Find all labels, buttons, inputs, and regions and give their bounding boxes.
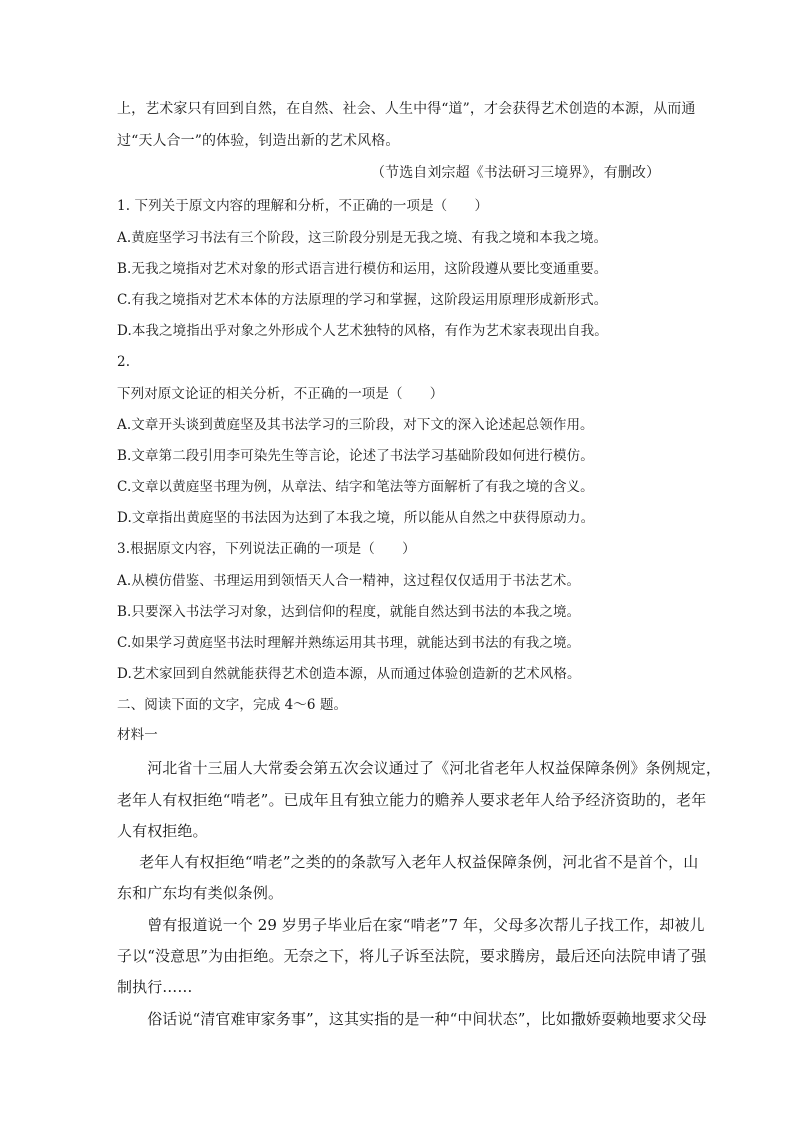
option-a: A.黄庭坚学习书法有三个阶段，这三阶段分别是无我之境、有我之境和本我之境。 [117, 230, 608, 246]
option-d: D.文章指出黄庭坚的书法因为达到了本我之境，所以能从自然之中获得原动力。 [117, 510, 595, 526]
option-a: A.文章开头谈到黄庭坚及其书法学习的三阶段，对下文的深入论述起总领作用。 [117, 417, 594, 433]
option-b: B.无我之境指对艺术对象的形式语言进行模仿和运用，这阶段遵从要比变通重要。 [117, 261, 608, 277]
text-line: 上，艺术家只有回到自然，在自然、社会、人生中得“道”，才会获得艺术创造的本源，从而通 [117, 101, 696, 117]
material-label: 材料一 [117, 727, 158, 743]
paragraph-line: 东和广东均有类似条例。 [117, 884, 284, 902]
question-stem: 1. 下列关于原文内容的理解和分析，不正确的一项是（ ） [117, 198, 489, 214]
question-number: 2. [117, 354, 131, 370]
question-stem: 下列对原文论证的相关分析，不正确的一项是（ ） [117, 386, 444, 402]
source-citation: （节选自刘宗超《书法研习三境界》，有删改） [371, 165, 661, 181]
paragraph-line: 俗话说“清官难审家务事”，这其实指的是一种“中间状态”，比如撒娇耍赖地要求父母 [117, 1010, 707, 1028]
question-stem: 3.根据原文内容，下列说法正确的一项是（ ） [117, 541, 416, 557]
option-b: B.文章第二段引用李可染先生等言论，论述了书法学习基础阶段如何进行模仿。 [117, 448, 594, 464]
option-d: D.艺术家回到自然就能获得艺术创造本源，从而通过体验创造新的艺术风格。 [117, 666, 581, 682]
option-c: C.如果学习黄庭坚书法时理解并熟练运用其书理，就能达到书法的有我之境。 [117, 635, 581, 651]
section-heading: 二、阅读下面的文字，完成 4～6 题。 [117, 697, 348, 713]
paragraph-line: 制执行…… [117, 978, 193, 996]
paragraph-line: 河北省十三届人大常委会第五次会议通过了《河北省老年人权益保障条例》条例规定， [117, 759, 722, 777]
paragraph-line: 老年人有权拒绝“啃老”。已成年且有独立能力的赡养人要求老年人给予经济资助的，老年 [117, 791, 707, 809]
option-b: B.只要深入书法学习对象，达到信仰的程度，就能自然达到书法的本我之境。 [117, 604, 581, 620]
paragraph-line: 人有权拒绝。 [117, 822, 208, 840]
option-c: C.有我之境指对艺术本体的方法原理的学习和掌握，这阶段运用原理形成新形式。 [117, 292, 608, 308]
paragraph-line: 老年人有权拒绝“啃老”之类的的条款写入老年人权益保障条例，河北省不是首个，山 [109, 853, 699, 871]
option-a: A.从模仿借鉴、书理运用到领悟天人合一精神，这过程仅仅适用于书法艺术。 [117, 573, 581, 589]
paragraph-line: 子以“没意思”为由拒绝。无奈之下，将儿子诉至法院，要求腾房，最后还向法院申请了强 [117, 947, 707, 965]
text-line: 过“天人合一”的体验，钊造出新的艺术风格。 [117, 133, 400, 149]
option-d: D.本我之境指出乎对象之外形成个人艺术独特的风格，有作为艺术家表现出自我。 [117, 323, 608, 339]
option-c: C.文章以黄庭坚书理为例，从章法、结字和笔法等方面解析了有我之境的含义。 [117, 479, 594, 495]
paragraph-line: 曾有报道说一个 29 岁男子毕业后在家“啃老”7 年，父母多次帮儿子找工作，却被儿 [117, 916, 705, 934]
